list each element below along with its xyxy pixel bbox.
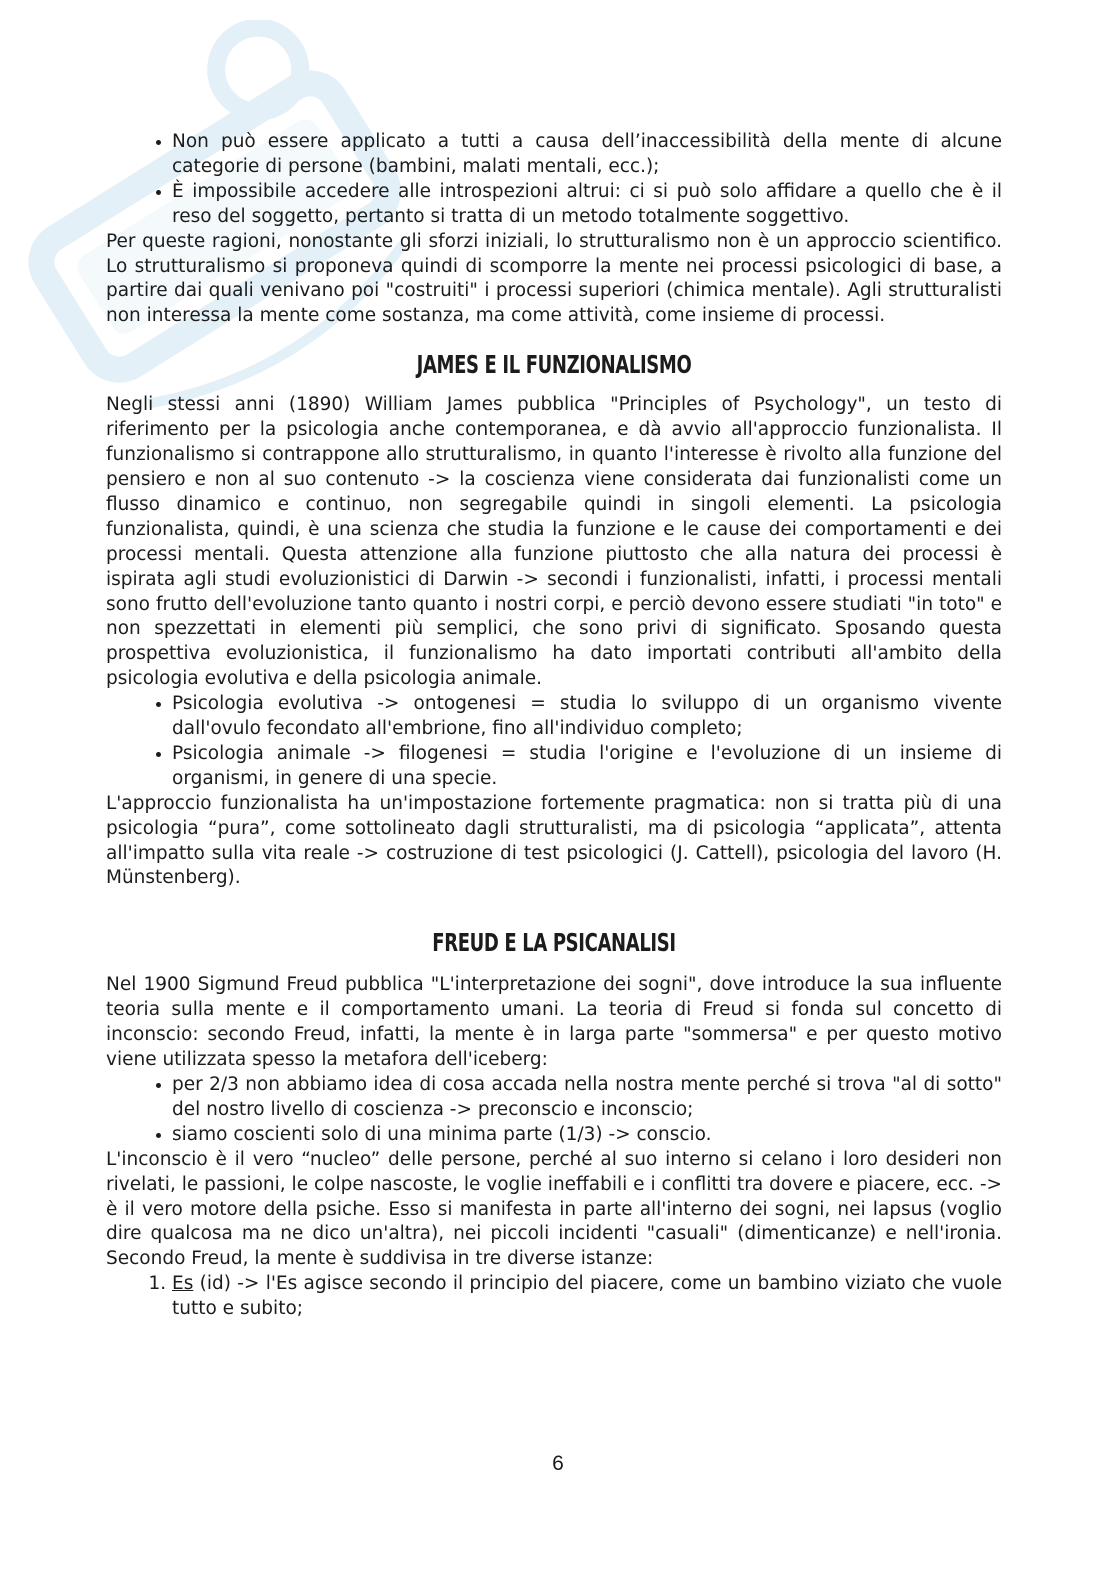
page-number: 6 bbox=[552, 1452, 564, 1475]
list-item: • Psicologia animale -> filogenesi = studia l'origine e l'evoluzione di un insieme di organismi, in genere di una specie. bbox=[172, 742, 1002, 792]
freud-paragraph: Nel 1900 Sigmund Freud pubblica "L'interpretazione dei sogni", dove introduce la sua influente teoria sulla mente e il comportamento umani. La teoria di Freud si fonda sul concetto di inconscio: secondo Freud, infatti, la mente è in larga parte "sommersa" e per questo motivo viene utilizzata spesso la metafora dell'iceberg: bbox=[106, 974, 1002, 1071]
list-item-es bbox=[172, 1272, 1002, 1322]
unconscious-paragraph: L'inconscio è il vero “nucleo” delle persone, perché al suo interno si celano i loro desideri non rivelati, le passioni, le colpe nascoste, le voglie ineffabili e i conflitti tra dovere e piacere, ecc. -> è il vero motore della psiche. Esso si manifesta in parte all'interno dei sogni, nei lapsus (voglio dire qualcosa ma ne dico un'altra), nei piccoli incidenti "casuali" (dimenticanze) e nell'ironia. Secondo Freud, la mente è suddivisa in tre diverse istanze: bbox=[106, 1148, 1002, 1270]
list-item: • siamo coscienti solo di una minima parte (1/3) -> conscio. bbox=[172, 1123, 1002, 1148]
james-closing-paragraph: L'approccio funzionalista ha un'impostazione fortemente pragmatica: non si tratta più di una psicologia “pura”, come sottolineato dagli strutturalisti, ma di psicologia “applicata”, attenta all'impatto sulla vita reale -> costruzione di test psicologici (J. Cattell), psicologia del lavoro (H. Münstenberg). bbox=[106, 792, 1002, 889]
iceberg-list bbox=[106, 1073, 1002, 1148]
structuralism-conclusion: Per queste ragioni, nonostante gli sforzi iniziali, lo strutturalismo non è un approccio scientifico. Lo strutturalismo si proponeva quindi di scomporre la mente nei processi psicologici di base, a partire dai quali venivano poi "costruiti" i processi superiori (chimica mentale). Agli strutturalisti non interessa la mente come sostanza, ma come attività, come insieme di processi. bbox=[106, 230, 1002, 327]
introspection-limits-list bbox=[106, 130, 1002, 230]
instance-description: (id) -> l'Es agisce secondo il principio del piacere, come un bambino viziato che vuole tutto e subito; bbox=[172, 1273, 1002, 1320]
term-es: Es bbox=[172, 1273, 194, 1295]
section-heading-james: JAMES E IL FUNZIONALISMO bbox=[416, 350, 692, 380]
section-heading-freud: FREUD E LA PSICANALISI bbox=[432, 928, 676, 958]
list-item: • per 2/3 non abbiamo idea di cosa accada nella nostra mente perché si trova "al di sotto" del nostro livello di coscienza -> preconscio e inconscio; bbox=[172, 1073, 1002, 1123]
instances-list bbox=[106, 1272, 1002, 1322]
functionalism-list bbox=[106, 692, 1002, 792]
list-item: • Non può essere applicato a tutti a causa dell’inaccessibilità della mente di alcune categorie di persone (bambini, malati mentali, ecc.); bbox=[172, 130, 1002, 180]
james-paragraph: Negli stessi anni (1890) William James pubblica "Principles of Psychology", un testo di riferimento per la psicologia anche contemporanea, e dà avvio all'approccio funzionalista. Il funzionalismo si contrappone allo strutturalismo, in quanto l'interesse è rivolto alla funzione del pensiero e non al suo contenuto -> la coscienza viene considerata dai funzionalisti come un flusso dinamico e continuo, non segregabile quindi in singoli elementi. La psicologia funzionalista, quindi, è una scienza che studia la funzione e le cause dei comportamenti e dei processi mentali. Questa attenzione alla funzione piuttosto che alla natura dei processi è ispirata agli studi evoluzionistici di Darwin -> secondi i funzionalisti, infatti, i processi mentali sono frutto dell'evoluzione tanto quanto i nostri corpi, e perciò devono essere studiati "in toto" e non spezzettati in elementi più semplici, che sono privi di significato. Sposando questa prospettiva evoluzionistica, il funzionalismo ha dato importati contributi all'ambito della psicologia evolutiva e della psicologia animale. bbox=[106, 394, 1002, 690]
document-page bbox=[106, 130, 1002, 1322]
list-item: • Psicologia evolutiva -> ontogenesi = studia lo sviluppo di un organismo vivente dall'ovulo fecondato all'embrione, fino all'individuo completo; bbox=[172, 692, 1002, 742]
list-item: • È impossibile accedere alle introspezioni altrui: ci si può solo affidare a quello che è il reso del soggetto, pertanto si tratta di un metodo totalmente soggettivo. bbox=[172, 180, 1002, 230]
